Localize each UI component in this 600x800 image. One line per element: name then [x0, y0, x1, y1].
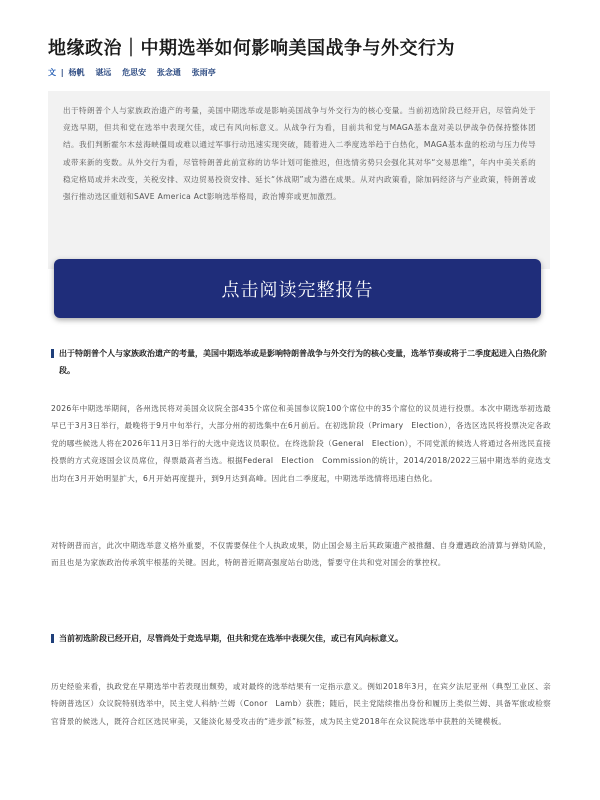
byline-separator: | [60, 68, 64, 77]
section-heading-text: 出于特朗普个人与家族政治遗产的考量，美国中期选举或是影响特朗普战争与外交行为的核心变量，选举节奏或将于二季度起进入白热化阶段。 [59, 349, 547, 375]
section-heading-text: 当前初选阶段已经开启，尽管尚处于竞选早期，但共和党在选举中表现欠佳，或已有风向标意义。 [59, 634, 403, 643]
byline [48, 67, 224, 78]
author-name: 危思安 [122, 68, 147, 77]
paragraph: 对特朗普而言，此次中期选举意义格外重要，不仅需要保住个人执政成果，防止国会易主后其政策遗产被推翻、自身遭遇政治清算与弹劾风险，而且也是为家族政治传承筑牢根基的关键。因此，特朗普近期高强度站台助选，誓要守住共和党对国会的掌控权。 [51, 541, 551, 568]
read-full-report-label: 点击阅读完整报告 [221, 279, 374, 301]
section-heading-marker [51, 634, 54, 643]
byline-lead: 文 [48, 68, 56, 77]
paragraph: 2026年中期选举期间，各州选民将对美国众议院全部435个席位和美国参议院100个席位中的35个席位的议员进行投票。本次中期选举初选最早已于3月3日举行，最晚将于9月中旬举行，大部分州的初选集中在6月前后。在初选阶段（Primary Election），各选区选民将投票决定各政党的哪些候选人将在2026年11月3日举行的大选中竞选议员职位。在终选阶段（General Election），不同党派的候选人将通过各州选民直接投票的方式竞逐国会议员席位，得票最高者当选。根据Federal Election Commission的统计，2014/2018/2022三届中期选举的竞选支出均在3月开始明显扩大，6月开始再度提升，到9月达到高峰。因此自二季度起，中期选举选情将迅速白热化。 [51, 404, 551, 483]
paragraph: 历史经验来看，执政党在早期选举中若表现出颓势，或对最终的选举结果有一定指示意义。例如2018年3月，在宾夕法尼亚州（典型工业区、亲特朗普选区）众议院特别选举中，民主党人科纳·兰姆（Conor Lamb）获胜；随后，民主党陆续推出身份和履历上类似兰姆、具备军旅或检察官背景的候选人，既符合红区选民审美，又能淡化易受攻击的“进步派”标签，成为民主党2018年在众议院选举中获胜的关键模板。 [51, 682, 551, 726]
article-title: 地缘政治｜中期选举如何影响美国战争与外交行为 [48, 38, 455, 59]
author-name: 谌远 [95, 68, 112, 77]
author-name: 张雨亭 [191, 68, 216, 77]
section-heading [51, 630, 551, 647]
author-name: 张念通 [156, 68, 181, 77]
author-name: 杨帆 [68, 68, 85, 77]
read-full-report-button[interactable] [54, 259, 541, 318]
section-heading-marker [51, 349, 54, 358]
summary-text: 出于特朗普个人与家族政治遗产的考量，美国中期选举或是影响美国战争与外交行为的核心变量。当前初选阶段已经开启，尽管尚处于竞选早期，但共和党在选举中表现欠佳，或已有风向标意义。从战争行为看，目前共和党与MAGA基本盘对美以伊战争仍保持整体团结。我们判断霍尔木兹海峡僵局或难以通过军事行动迅速实现突破，随着进入二季度选举趋于白热化，MAGA基本盘的松动与压力传导或带来新的变数。从外交行为看，尽管特朗普此前宣称的访华计划可能推迟，但选情劣势只会强化其对华“交易思维”，年内中美关系的稳定格局或并未改变，关税安排、双边贸易投资安排、延长“休战期”或为潜在成果。从对内政策看，除加码经济与产业政策，特朗普或强行推动选区重划和SAVE America Act影响选举格局，政治博弈或更加激烈。 [63, 106, 536, 202]
summary-box [48, 91, 550, 269]
section-heading [51, 345, 551, 379]
